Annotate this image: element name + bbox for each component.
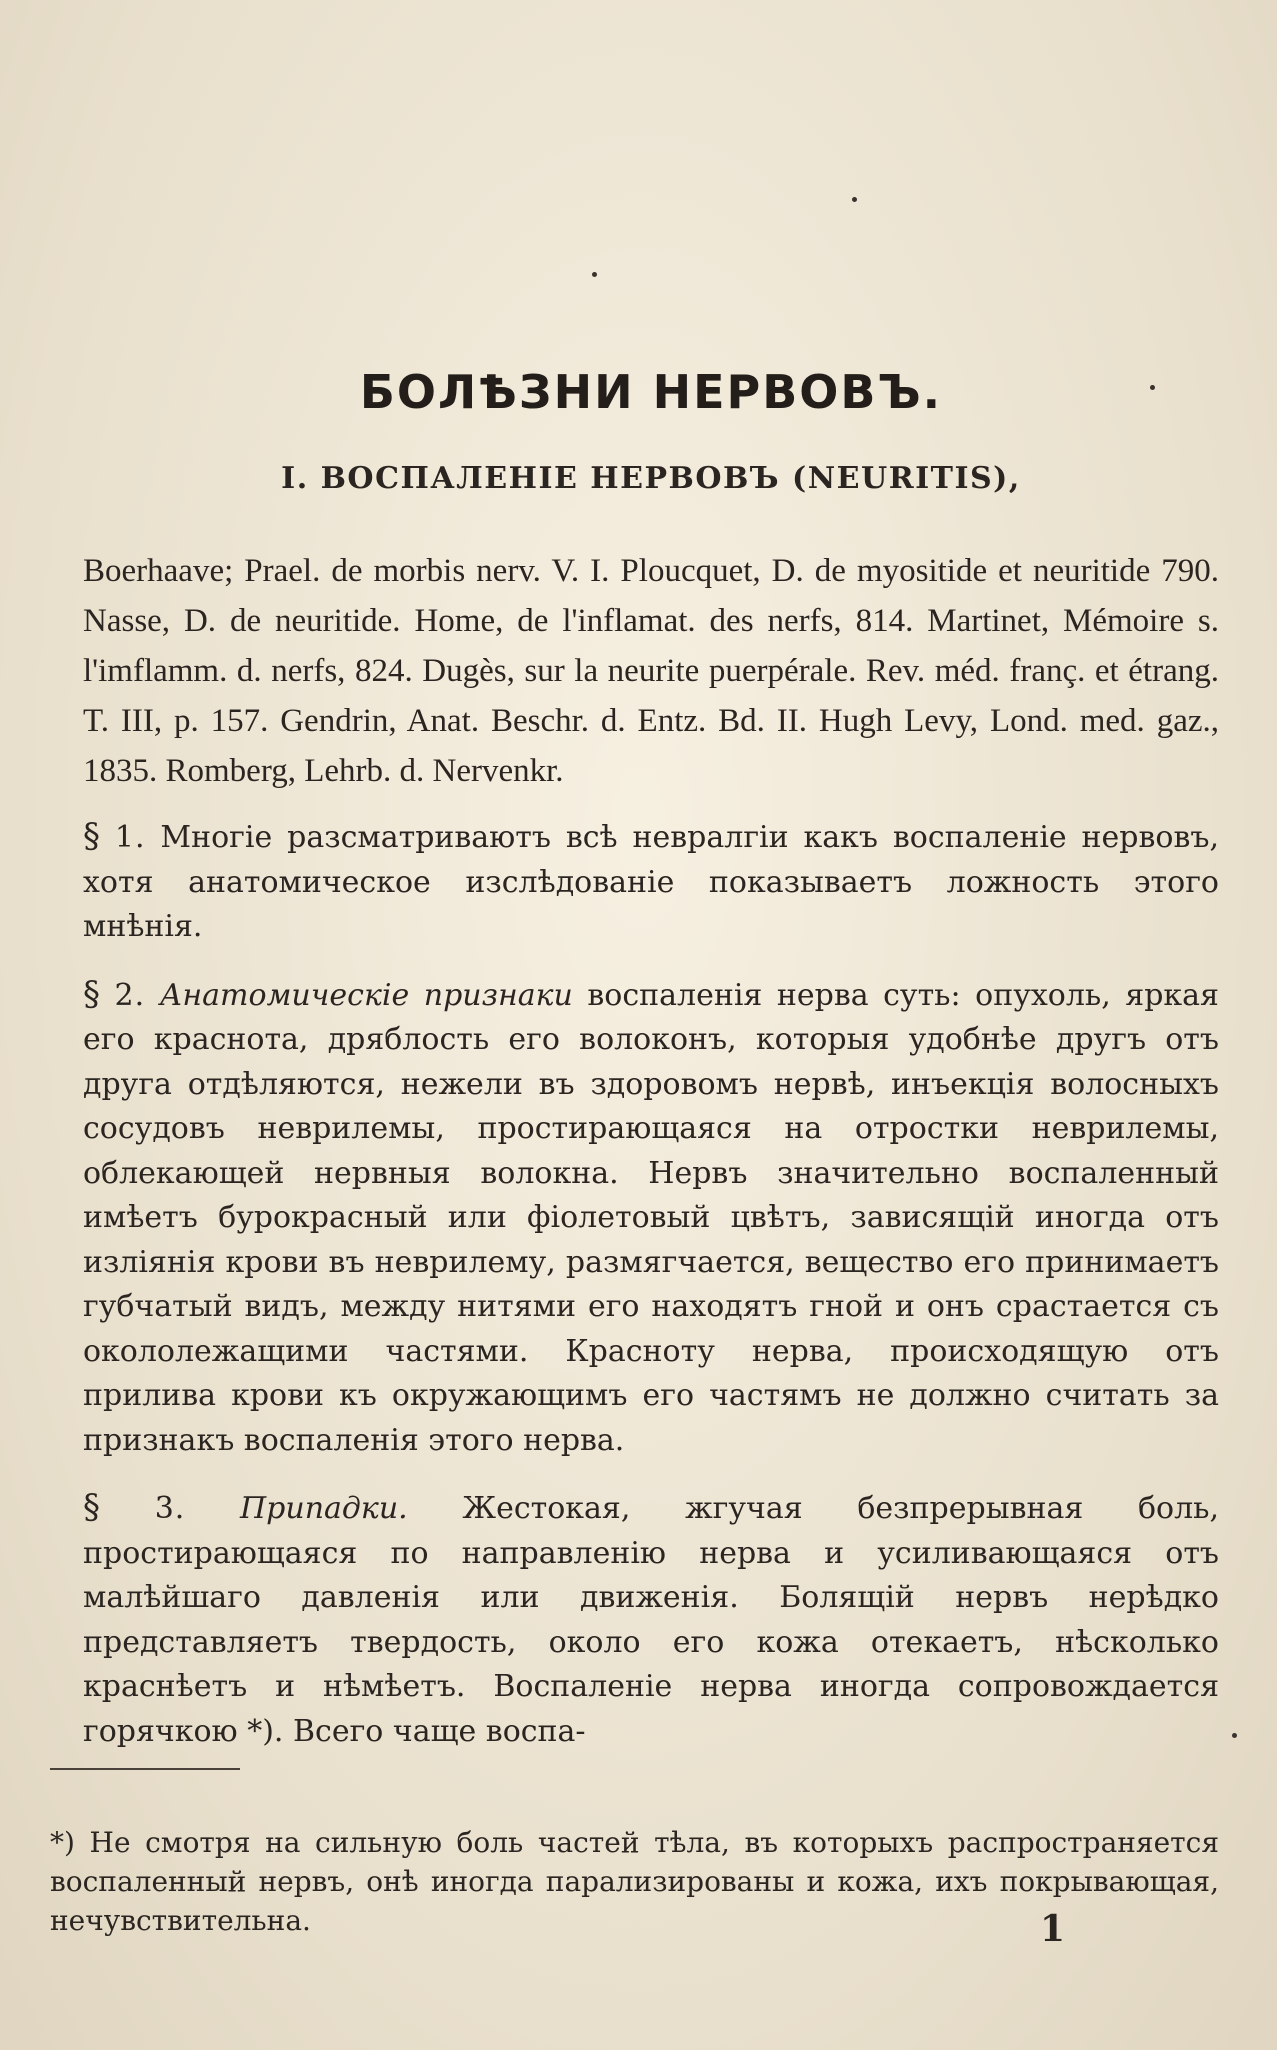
page-content [83,365,1219,1776]
paragraph-text: Многіе разсматриваютъ всѣ невралгіи какъ воспаленіе нервовъ, хотя анатомическое изслѣдованіе показываетъ ложность этого мнѣнія. [83,820,1219,944]
ink-speck [1232,1733,1237,1738]
paragraph-text: Жестокая, жгучая безпрерывная боль, простирающаяся по направленію нерва и усиливающаяся отъ малѣйшаго давленія или движенія. Болящій нервъ нерѣдко представляетъ твердость, около его кожа отекаетъ, нѣсколько краснѣетъ и нѣмѣетъ. Воспаленіе нерва иногда сопровождается горячкою *). Всего чаще воспа- [83,1491,1219,1749]
section-symbol: § [83,1487,100,1527]
paragraph-1 [83,814,1219,950]
paragraph-2 [83,972,1219,1464]
page-title: БОЛѢЗНИ НЕРВОВЪ. [359,365,943,419]
section-symbol: § [83,973,100,1014]
ink-speck [852,197,857,202]
ink-speck [592,272,597,277]
references-paragraph: Boerhaave; Prael. de morbis nerv. V. I. Ploucquet, D. de myositide et neuritide 790. Nasse, D. de neuritide. Home, de l'inflamat. des nerfs, 814. Martinet, Mémoire s. l'imflamm. d. nerfs, 824. Dugès, sur la neurite puerpérale. Rev. méd. franç. et étrang. T. III, p. 157. Gendrin, Anat. Beschr. d. Entz. Bd. II. Hugh Levy, Lond. med. gaz., 1835. Romberg, Lehrb. d. Nervenkr. [83,553,1219,789]
page-number: 1 [1039,1908,1065,1950]
section-heading: I. ВОСПАЛЕНІЕ НЕРВОВЪ (NEURITIS), [281,461,1021,496]
footnote-divider [50,1768,240,1770]
paragraph-number: 3. [154,1491,186,1526]
paragraph-3 [83,1485,1219,1754]
footnote: *) Не смотря на сильную боль частей тѣла, въ которыхъ распространяется воспаленный нервъ, онѣ иногда парализированы и кожа, ихъ покрывающая, нечувствительна. [50,1826,1219,1937]
section-symbol: § [83,816,100,856]
paragraph-number: 1. [114,820,146,855]
paragraph-italic-heading: Анатомическіе признаки [159,977,573,1013]
paragraph-text: воспаленія нерва суть: опухоль, яркая его краснота, дряблость его волоконъ, которыя удобнѣе другъ отъ друга отдѣляются, нежели въ здоровомъ нервѣ, инъекція волосныхъ сосудовъ неврилемы, простирающаяся на отростки неврилемы, облекающей нервныя волокна. Нервъ значительно воспаленный имѣетъ бурокрасный или фіолетовый цвѣтъ, зависящій иногда отъ изліянія крови въ неврилему, размягчается, вещество его принимаетъ губчатый видъ, между нитями его находятъ гной и онъ срастается съ окололежащими частями. Красноту нерва, происходящую отъ прилива крови къ окружающимъ его частямъ не должно считать за признакъ воспаленія этого нерва. [83,977,1219,1458]
paragraph-italic-heading: Припадки. [240,1491,408,1526]
paragraph-number: 2. [114,977,146,1013]
